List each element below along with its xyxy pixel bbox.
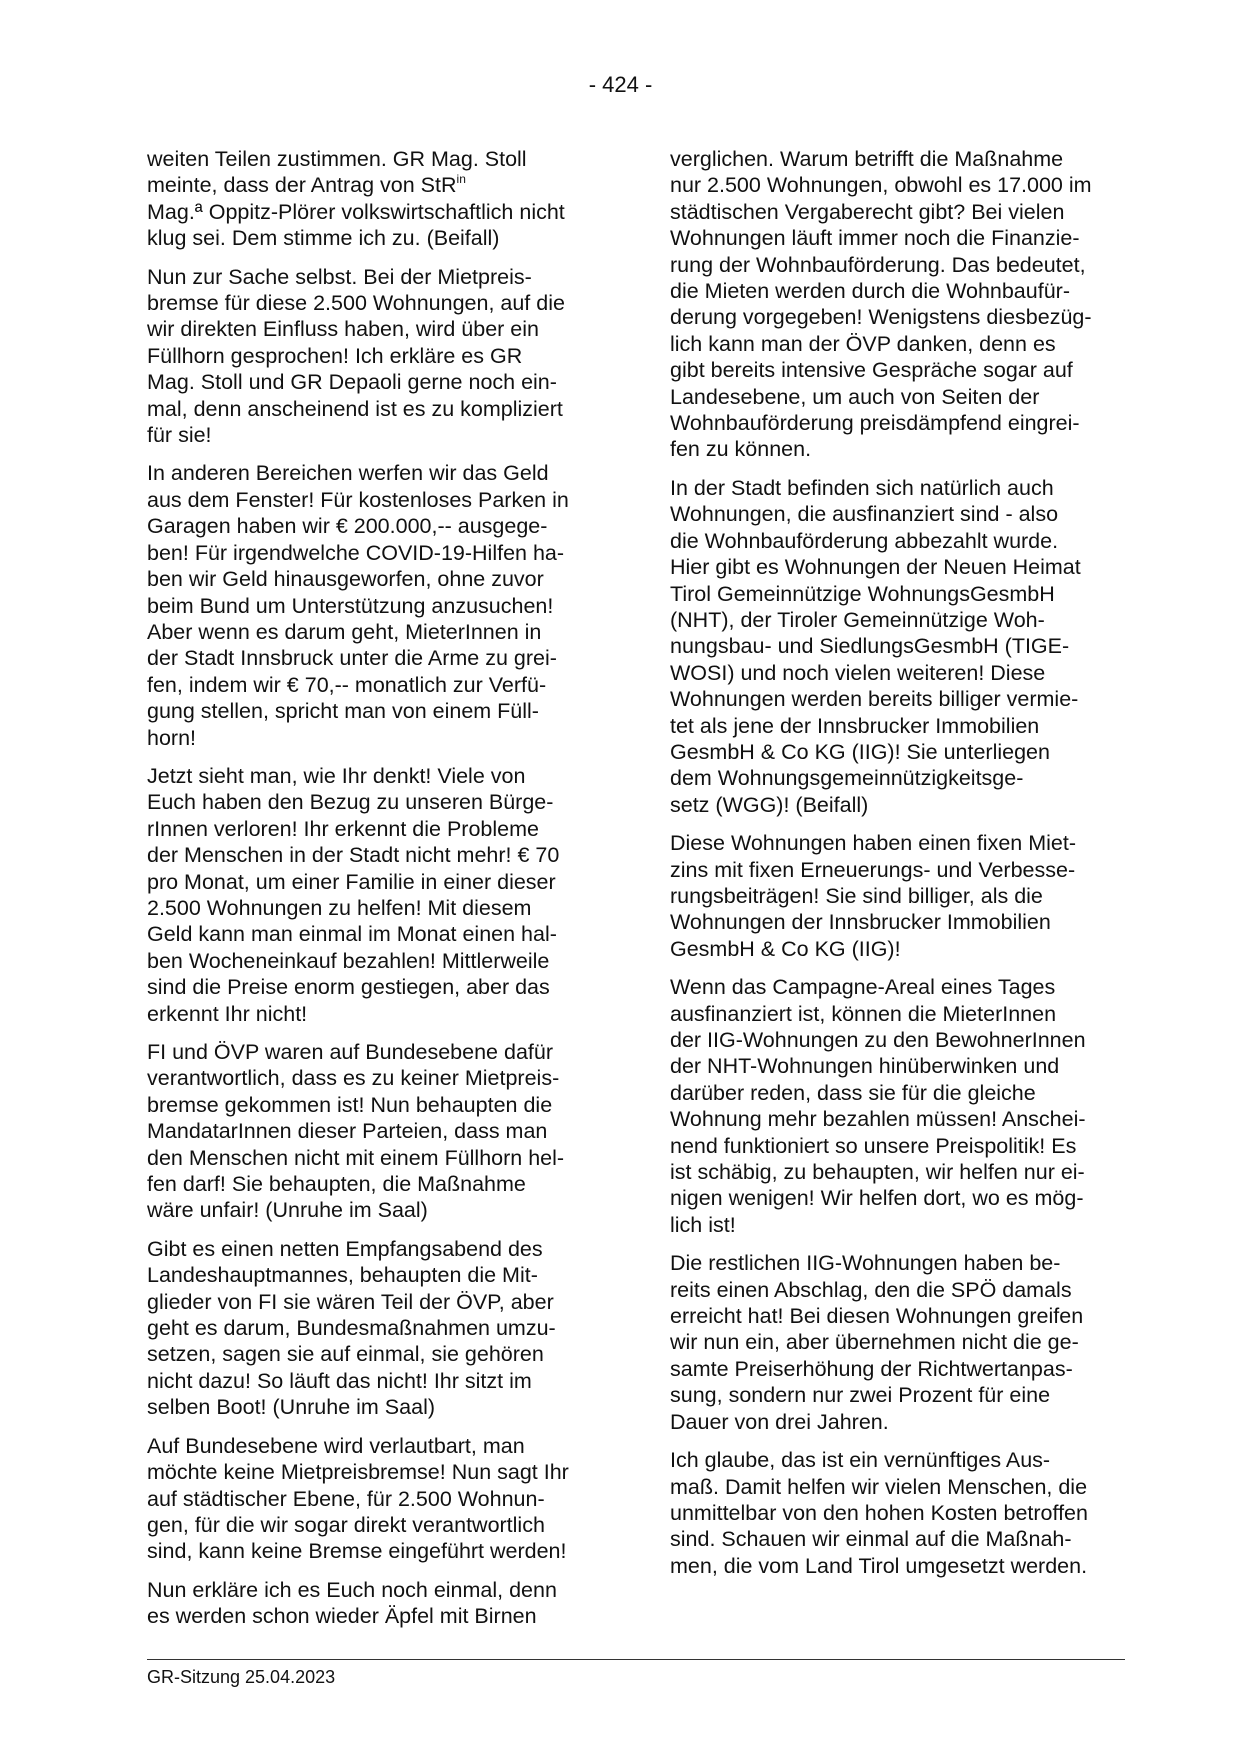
page-number: - 424 - [588,72,653,97]
text-line: verantwortlich, dass es zu keiner Mietpreis- [147,1066,560,1091]
text-line: lich kann man der ÖVP danken, denn es [670,331,1056,356]
body-paragraph [670,1250,1125,1435]
body-paragraph [147,460,602,750]
text-line: mal, denn anscheinend ist es zu kompliziert [147,396,563,421]
body-paragraph [147,1039,602,1224]
text-line: Wohnbauförderung preisdämpfend eingrei- [670,411,1080,436]
text-line: Wohnungen der Innsbrucker Immobilien [670,910,1051,935]
text-line: Nun erkläre ich es Euch noch einmal, denn [147,1577,557,1602]
text-line: erkennt Ihr nicht! [147,1001,308,1026]
text-line: In anderen Bereichen werfen wir das Geld [147,461,549,486]
text-line: zins mit fixen Erneuerungs- und Verbesse- [670,857,1076,882]
text-line: möchte keine Mietpreisbremse! Nun sagt Ihr [147,1460,569,1485]
text-line: bremse gekommen ist! Nun behaupten die [147,1092,553,1117]
text-line: rung der Wohnbauförderung. Das bedeutet, [670,252,1086,277]
text-line: pro Monat, um einer Familie in einer dieser [147,869,556,894]
text-line: glieder von FI sie wären Teil der ÖVP, aber [147,1289,554,1314]
body-paragraph [670,146,1125,463]
text-line: ben! Für irgendwelche COVID-19-Hilfen ha- [147,540,565,565]
right-column [670,146,1125,1591]
body-paragraph [670,830,1125,962]
text-line: rInnen verloren! Ihr erkennt die Probleme [147,816,539,841]
text-line: men, die vom Land Tirol umgesetzt werden. [670,1553,1088,1578]
text-line: klug sei. Dem stimme ich zu. (Beifall) [147,226,500,251]
text-line: nend funktioniert so unsere Preispolitik! Es [670,1133,1077,1158]
text-line: reits einen Abschlag, den die SPÖ damals [670,1277,1072,1302]
text-line: darüber reden, dass sie für die gleiche [670,1080,1036,1105]
text-line: nigen wenigen! Wir helfen dort, wo es mög- [670,1186,1084,1211]
text-line: Auf Bundesebene wird verlautbart, man [147,1433,525,1458]
text-line: Euch haben den Bezug zu unseren Bürge- [147,790,554,815]
text-line: GesmbH & Co KG (IIG)! [670,936,901,961]
text-line: bremse für diese 2.500 Wohnungen, auf die [147,291,565,316]
body-paragraph [147,264,602,449]
text-line: FI und ÖVP waren auf Bundesebene dafür [147,1040,553,1064]
text-line: horn! [147,725,197,750]
text-line: Aber wenn es darum geht, MieterInnen in [147,619,542,644]
text-line: für sie! [147,423,212,448]
text-line: nur 2.500 Wohnungen, obwohl es 17.000 im [670,173,1092,198]
text-line: der IIG-Wohnungen zu den BewohnerInnen [670,1028,1086,1052]
text-line: der NHT-Wohnungen hinüberwinken und [670,1054,1060,1079]
text-line: Hier gibt es Wohnungen der Neuen Heimat [670,555,1081,580]
text-line: Jetzt sieht man, wie Ihr denkt! Viele von [147,763,526,788]
text-line: Wohnungen, die ausfinanziert sind - also [670,502,1059,527]
text-line: nicht dazu! So läuft das nicht! Ihr sitzt im [147,1368,532,1393]
text-line: Tirol Gemeinnützige WohnungsGesmbH [670,581,1055,606]
text-line: auf städtischer Ebene, für 2.500 Wohnun- [147,1486,545,1511]
text-line: nungsbau- und SiedlungsGesmbH (TIGE- [670,634,1070,659]
text-line: städtischen Vergaberecht gibt? Bei vielen [670,199,1065,224]
text-line: Wenn das Campagne-Areal eines Tages [670,975,1056,1000]
footer-divider [147,1659,1125,1660]
text-line: ben Wocheneinkauf bezahlen! Mittlerweile [147,948,550,973]
text-line: Ich glaube, das ist ein vernünftiges Aus- [670,1448,1051,1473]
text-line: rungsbeiträgen! Sie sind billiger, als die [670,883,1043,908]
text-line: Diese Wohnungen haben einen fixen Miet- [670,831,1076,856]
text-line: Geld kann man einmal im Monat einen hal- [147,922,557,947]
text-line: derung vorgegeben! Wenigstens diesbezüg- [670,305,1092,330]
text-line: Nun zur Sache selbst. Bei der Mietpreis- [147,264,532,289]
text-line: MandatarInnen dieser Parteien, dass man [147,1119,548,1144]
text-line: Dauer von drei Jahren. [670,1409,889,1434]
body-paragraph [670,475,1125,818]
body-paragraph [147,1433,602,1565]
text-line: dem Wohnungsgemeinnützigkeitsge- [670,766,1024,791]
superscript-suffix: in [456,172,466,187]
text-line: Landeshauptmannes, behaupten die Mit- [147,1263,538,1288]
body-paragraph [147,1236,602,1421]
body-paragraph [670,974,1125,1238]
left-column [147,146,602,1642]
text-line: Mag.ª Oppitz-Plörer volkswirtschaftlich nicht [147,199,565,224]
text-line: beim Bund um Unterstützung anzusuchen! [147,593,554,618]
text-line: sung, sondern nur zwei Prozent für eine [670,1383,1051,1408]
body-paragraph [147,763,602,1027]
text-line: ben wir Geld hinausgeworfen, ohne zuvor [147,567,544,592]
text-line: der Menschen in der Stadt nicht mehr! € 70 [147,843,560,868]
text-line: samte Preiserhöhung der Richtwertanpas- [670,1356,1073,1381]
text-line: GesmbH & Co KG (IIG)! Sie unterliegen [670,739,1050,764]
body-paragraph [147,1577,602,1630]
text-line: (NHT), der Tiroler Gemeinnützige Woh- [670,607,1045,632]
text-line: In der Stadt befinden sich natürlich auch [670,475,1054,500]
text-line: fen darf! Sie behaupten, die Maßnahme [147,1172,526,1197]
text-line: Füllhorn gesprochen! Ich erkläre es GR [147,343,523,368]
text-line: tet als jene der Innsbrucker Immobilien [670,713,1040,738]
text-line: verglichen. Warum betrifft die Maßnahme [670,147,1064,171]
text-line: Landesebene, um auch von Seiten der [670,384,1040,409]
text-line: lich ist! [670,1212,736,1237]
text-line: setz (WGG)! (Beifall) [670,792,869,817]
text-line: ausfinanziert ist, können die MieterInnen [670,1001,1057,1026]
text-line: weiten Teilen zustimmen. GR Mag. Stoll [147,147,527,171]
text-line: es werden schon wieder Äpfel mit Birnen [147,1604,537,1629]
text-line: 2.500 Wohnungen zu helfen! Mit diesem [147,895,532,920]
text-line: der Stadt Innsbruck unter die Arme zu grei- [147,646,557,671]
body-paragraph [670,1447,1125,1579]
text-line: Wohnungen werden bereits billiger vermie- [670,687,1079,712]
text-line: Garagen haben wir € 200.000,-- ausgege- [147,514,548,539]
text-line: wir direkten Einfluss haben, wird über ein [147,317,539,342]
text-line: wir nun ein, aber übernehmen nicht die ge- [670,1330,1079,1355]
footer-session-date: GR-Sitzung 25.04.2023 [147,1667,336,1687]
text-line: Die restlichen IIG-Wohnungen haben be- [670,1251,1061,1276]
text-line: gung stellen, spricht man von einem Füll- [147,699,539,724]
text-line: gibt bereits intensive Gespräche sogar auf [670,358,1073,383]
text-line: gen, für die wir sogar direkt verantwortlich [147,1512,545,1537]
text-line: fen zu können. [670,437,812,462]
text-line: sind die Preise enorm gestiegen, aber das [147,975,550,1000]
text-line: Wohnungen läuft immer noch die Finanzie- [670,226,1080,251]
text-line: wäre unfair! (Unruhe im Saal) [147,1198,428,1223]
text-line: fen, indem wir € 70,-- monatlich zur Verfü- [147,672,547,697]
text-line: unmittelbar von den hohen Kosten betroffen [670,1500,1088,1525]
text-line: setzen, sagen sie auf einmal, sie gehören [147,1342,544,1367]
text-line: sind, kann keine Bremse eingeführt werden! [147,1539,567,1564]
text-line: erreicht hat! Bei diesen Wohnungen greifen [670,1304,1084,1329]
text-line: selben Boot! (Unruhe im Saal) [147,1395,436,1420]
text-line: sind. Schauen wir einmal auf die Maßnah- [670,1527,1072,1552]
text-line: WOSI) und noch vielen weiteren! Diese [670,660,1046,685]
text-line: Mag. Stoll und GR Depaoli gerne noch ein- [147,370,557,395]
text-line: ist schäbig, zu behaupten, wir helfen nur ei- [670,1160,1085,1185]
text-line: meinte, dass der Antrag von StR$^{in}$ [147,172,466,198]
text-line: die Mieten werden durch die Wohnbaufür- [670,279,1070,304]
text-line: den Menschen nicht mit einem Füllhorn hel- [147,1145,565,1170]
text-line: die Wohnbauförderung abbezahlt wurde. [670,528,1059,553]
text-line: maß. Damit helfen wir vielen Menschen, die [670,1474,1088,1499]
text-line: Wohnung mehr bezahlen müssen! Anschei- [670,1107,1086,1132]
text-line: aus dem Fenster! Für kostenloses Parken in [147,487,569,512]
text-line: geht es darum, Bundesmaßnahmen umzu- [147,1316,556,1341]
body-paragraph [147,146,602,252]
text-line: Gibt es einen netten Empfangsabend des [147,1236,543,1261]
